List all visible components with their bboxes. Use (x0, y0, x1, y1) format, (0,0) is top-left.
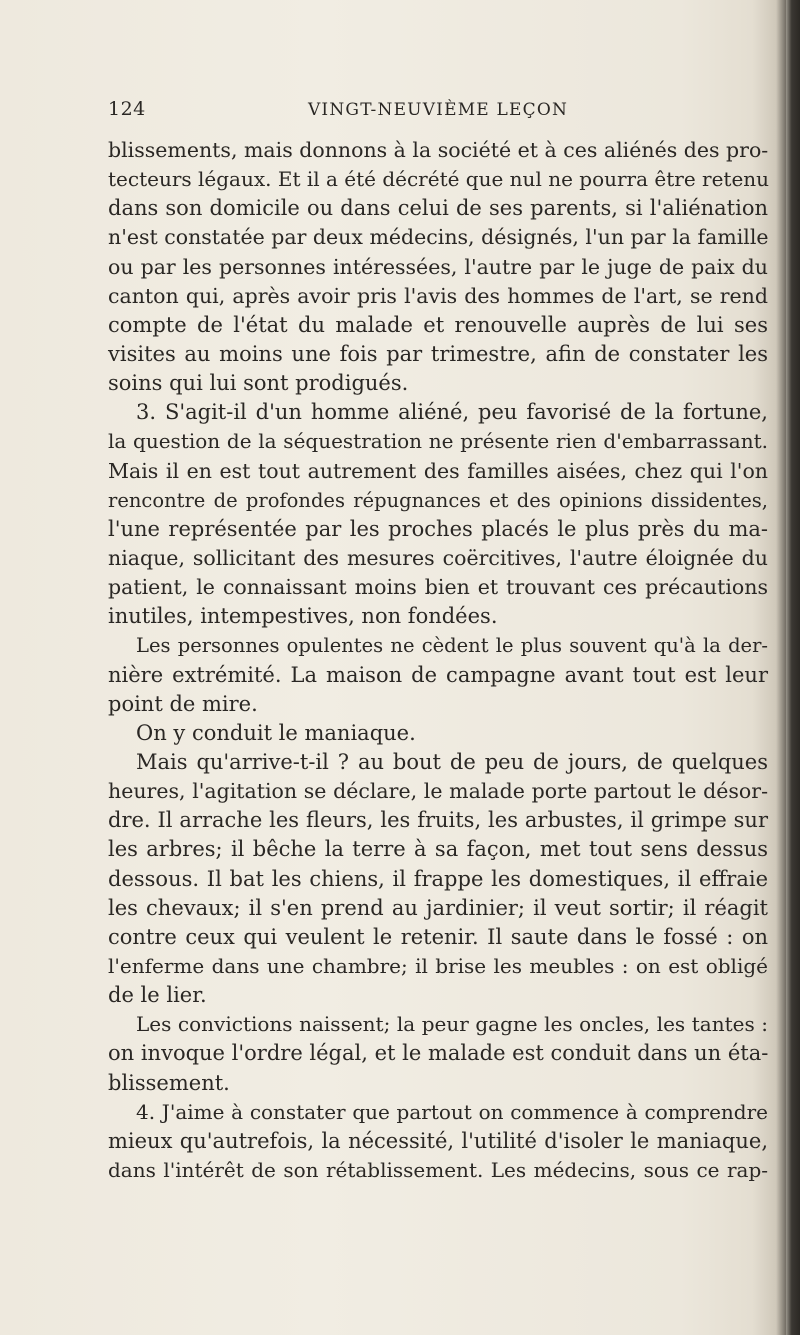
page-edge-shadow (786, 0, 800, 1335)
text-line: blissement. (108, 1070, 230, 1095)
text-line: compte de l'état du malade et renouvelle auprès de lui ses (108, 312, 768, 337)
text-line: point de mire. (108, 691, 258, 716)
text-line: blissements, mais donnons à la société et à ces aliénés des pro- (108, 138, 769, 162)
text-line: contre ceux qui veulent le retenir. Il saute dans le fossé : on (108, 924, 768, 949)
text-line: Mais qu'arrive-t-il ? au bout de peu de jours, de quelques (136, 749, 768, 774)
text-line: rencontre de profondes répugnances et des opinions dissidentes, (108, 488, 768, 512)
text-line: heures, l'agitation se déclare, le malade porte partout le désor- (108, 779, 768, 804)
text-line: dre. Il arrache les fleurs, les fruits, les arbustes, il grimpe sur (108, 808, 768, 833)
text-line: inutiles, intempestives, non fondées. (108, 604, 498, 629)
text-line: canton qui, après avoir pris l'avis des hommes de l'art, se rend (108, 283, 768, 308)
text-line: tecteurs légaux. Et il a été décrété que nul ne pourra être retenu (108, 167, 770, 192)
text-line: Les personnes opulentes ne cèdent le plus souvent qu'à la der- (136, 634, 768, 658)
text-line: Mais il en est tout autrement des familles aisées, chez qui l'on (108, 458, 768, 483)
text-line: 4. J'aime à constater que partout on commence à comprendre (136, 1099, 768, 1124)
text-line: les chevaux; il s'en prend au jardinier; il veut sortir; il réagit (108, 895, 768, 920)
running-head: VINGT-NEUVIÈME LEÇON (307, 100, 569, 120)
text-line: Les convictions naissent; la peur gagne les oncles, les tantes : (136, 1012, 768, 1037)
text-line: ou par les personnes intéressées, l'autre par le juge de paix du (108, 254, 768, 279)
text-line: n'est constatée par deux médecins, désignés, l'un par la famille (108, 225, 769, 250)
text-line: On y conduit le maniaque. (136, 720, 416, 745)
text-line: 3. S'agit-il d'un homme aliéné, peu favorisé de la fortune, (136, 400, 768, 425)
text-line: l'une représentée par les proches placés le plus près du ma- (108, 516, 768, 541)
text-line: mieux qu'autrefois, la nécessité, l'utilité d'isoler le maniaque, (108, 1128, 768, 1153)
text-line: dans son domicile ou dans celui de ses parents, si l'aliénation (108, 196, 768, 221)
text-line: l'enferme dans une chambre; il brise les meubles : on est obligé (108, 953, 768, 978)
text-line: dessous. Il bat les chiens, il frappe les domestiques, il effraie (108, 866, 768, 891)
page-header (108, 98, 768, 128)
text-line: patient, le connaissant moins bien et trouvant ces précautions (108, 575, 768, 600)
text-line: de le lier. (108, 983, 207, 1008)
text-line: visites au moins une fois par trimestre, afin de constater les (108, 341, 768, 366)
text-line: la question de la séquestration ne présente rien d'embarrassant. (108, 429, 768, 454)
text-line: les arbres; il bêche la terre à sa façon, met tout sens dessus (108, 837, 768, 862)
text-line: niaque, sollicitant des mesures coërcitives, l'autre éloignée du (108, 545, 768, 570)
text-line: nière extrémité. La maison de campagne avant tout est leur (108, 662, 768, 687)
text-line: on invoque l'ordre légal, et le malade est conduit dans un éta- (108, 1041, 769, 1066)
text-line: soins qui lui sont prodigués. (108, 371, 409, 396)
text-line: dans l'intérêt de son rétablissement. Les médecins, sous ce rap- (108, 1157, 768, 1182)
body-text (108, 136, 768, 1185)
page-number: 124 (108, 98, 146, 120)
